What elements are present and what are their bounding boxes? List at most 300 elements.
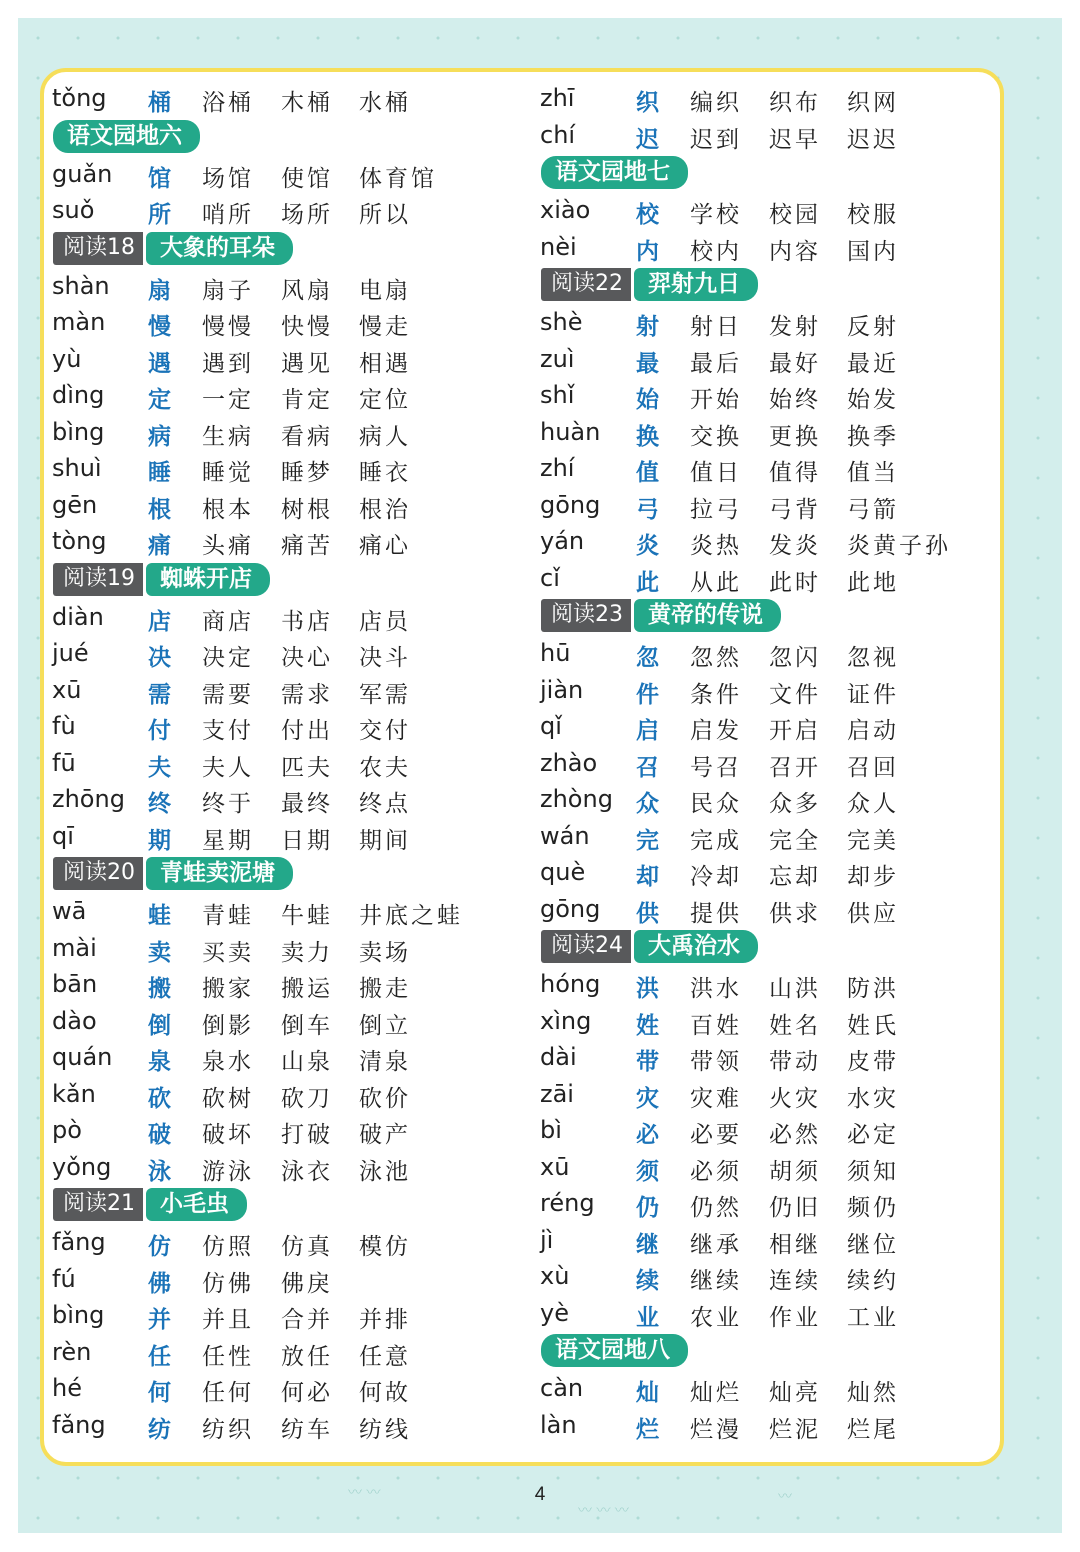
word: 农夫 xyxy=(359,754,411,781)
vocab-row xyxy=(540,1112,1000,1149)
pinyin: jué xyxy=(52,639,89,667)
word: 忘却 xyxy=(769,864,821,890)
pinyin: zhī xyxy=(540,84,575,112)
word: 值得 xyxy=(769,460,821,486)
word: 烂漫 xyxy=(690,1416,742,1443)
section-header xyxy=(52,1185,512,1224)
character: 织 xyxy=(636,90,659,116)
word: 使馆 xyxy=(281,165,333,192)
reading-number-tag: 阅读19 xyxy=(53,563,143,596)
word: 皮带 xyxy=(847,1049,899,1075)
pinyin: suǒ xyxy=(52,196,95,224)
character: 破 xyxy=(148,1122,171,1148)
pinyin: hū xyxy=(540,639,571,667)
character: 定 xyxy=(148,387,171,413)
section-header xyxy=(540,927,1000,966)
character: 睡 xyxy=(148,460,171,486)
word: 模仿 xyxy=(359,1234,411,1260)
vocab-row xyxy=(52,745,512,782)
word: 继续 xyxy=(690,1268,742,1294)
word: 生病 xyxy=(202,423,254,450)
character: 此 xyxy=(636,569,659,596)
wave-icon: 〰 xyxy=(778,1489,792,1505)
section-title: 大象的耳朵 xyxy=(146,232,293,265)
word: 仍然 xyxy=(690,1195,742,1221)
word: 搬走 xyxy=(359,976,411,1002)
vocab-row xyxy=(52,1224,512,1261)
word: 仿照 xyxy=(202,1234,254,1260)
character: 付 xyxy=(148,718,171,744)
word: 发炎 xyxy=(769,533,821,559)
pinyin: càn xyxy=(540,1374,584,1402)
word: 买卖 xyxy=(202,939,254,966)
word: 迟迟 xyxy=(847,126,899,153)
vocab-row xyxy=(540,1258,1000,1295)
word: 校内 xyxy=(690,238,742,265)
pinyin: zhí xyxy=(540,454,575,482)
word: 何必 xyxy=(281,1380,333,1406)
pinyin: xìng xyxy=(540,1006,592,1035)
pinyin: pò xyxy=(52,1116,82,1144)
character: 灾 xyxy=(636,1085,659,1112)
vocab-row xyxy=(52,1149,512,1186)
vocab-row xyxy=(540,1076,1000,1113)
vocab-row xyxy=(52,1112,512,1149)
right-column xyxy=(540,80,1000,1443)
character: 忽 xyxy=(636,645,659,671)
word: 炎热 xyxy=(690,533,742,559)
word: 弓箭 xyxy=(847,496,899,523)
word: 换季 xyxy=(847,423,899,450)
character: 始 xyxy=(636,387,659,413)
pinyin: mài xyxy=(52,933,97,962)
word: 商店 xyxy=(202,608,254,635)
vocab-row xyxy=(52,1297,512,1334)
word: 工业 xyxy=(847,1304,899,1331)
word: 决定 xyxy=(202,645,254,671)
pinyin: màn xyxy=(52,308,106,336)
character: 泉 xyxy=(148,1049,171,1075)
vocab-row xyxy=(52,1261,512,1298)
word: 冷却 xyxy=(690,864,742,890)
character: 根 xyxy=(148,496,171,523)
word: 交付 xyxy=(359,718,411,744)
word: 射日 xyxy=(690,314,742,340)
word: 病人 xyxy=(359,423,411,450)
pinyin: gōng xyxy=(540,894,601,923)
section-header xyxy=(540,596,1000,635)
word: 纺织 xyxy=(202,1416,254,1443)
pinyin: shuì xyxy=(52,454,102,482)
word: 供应 xyxy=(847,900,899,927)
pinyin: dào xyxy=(52,1006,97,1035)
word: 痛心 xyxy=(359,533,411,559)
pinyin: xù xyxy=(540,1262,570,1290)
section-header xyxy=(540,153,1000,192)
character: 却 xyxy=(636,864,659,890)
character: 烂 xyxy=(636,1416,659,1443)
vocab-row xyxy=(540,560,1000,597)
character: 泳 xyxy=(148,1158,171,1185)
word: 继承 xyxy=(690,1231,742,1258)
character: 供 xyxy=(636,900,659,927)
character: 所 xyxy=(148,202,171,228)
word: 始发 xyxy=(847,387,899,413)
word: 任意 xyxy=(359,1343,411,1370)
word: 并排 xyxy=(359,1307,411,1333)
vocab-row xyxy=(540,1222,1000,1259)
word: 破坏 xyxy=(202,1122,254,1148)
character: 卖 xyxy=(148,939,171,966)
word: 扇子 xyxy=(202,277,254,304)
vocab-row xyxy=(52,1334,512,1371)
word: 树根 xyxy=(281,496,333,523)
word: 文件 xyxy=(769,681,821,708)
word: 民众 xyxy=(690,791,742,817)
pinyin: bì xyxy=(540,1116,562,1144)
word: 根本 xyxy=(202,496,254,523)
word: 最近 xyxy=(847,350,899,377)
vocab-row xyxy=(52,1407,512,1444)
character: 召 xyxy=(636,754,659,781)
word: 灾难 xyxy=(690,1085,742,1112)
word: 最终 xyxy=(281,791,333,817)
word: 必要 xyxy=(690,1122,742,1148)
character: 换 xyxy=(636,423,659,450)
character: 并 xyxy=(148,1307,171,1333)
word: 交换 xyxy=(690,423,742,450)
word: 打破 xyxy=(281,1122,333,1148)
pinyin: diàn xyxy=(52,602,104,631)
vocab-row xyxy=(540,708,1000,745)
word: 供求 xyxy=(769,900,821,927)
vocab-row xyxy=(52,304,512,341)
word: 倒车 xyxy=(281,1012,333,1039)
word: 必然 xyxy=(769,1122,821,1148)
pinyin: xū xyxy=(52,675,82,704)
word: 场所 xyxy=(281,202,333,228)
pinyin: gōng xyxy=(540,490,601,519)
section-title: 大禹治水 xyxy=(634,930,758,963)
character: 痛 xyxy=(148,533,171,559)
word: 并且 xyxy=(202,1307,254,1333)
word: 织网 xyxy=(847,90,899,116)
word: 农业 xyxy=(690,1304,742,1331)
word: 始终 xyxy=(769,387,821,413)
word: 店员 xyxy=(359,608,411,635)
word: 开始 xyxy=(690,387,742,413)
word: 此时 xyxy=(769,569,821,596)
character: 搬 xyxy=(148,976,171,1002)
word: 付出 xyxy=(281,718,333,744)
word: 条件 xyxy=(690,681,742,708)
pinyin: xū xyxy=(540,1152,570,1181)
character: 佛 xyxy=(148,1270,171,1297)
word: 睡衣 xyxy=(359,460,411,486)
pinyin: fǎng xyxy=(52,1228,106,1256)
word: 召开 xyxy=(769,754,821,781)
word: 忽闪 xyxy=(769,645,821,671)
word: 合并 xyxy=(281,1307,333,1333)
pinyin: jiàn xyxy=(540,675,584,704)
character: 夫 xyxy=(148,754,171,781)
word: 期间 xyxy=(359,827,411,854)
word: 遇到 xyxy=(202,350,254,377)
vocab-row xyxy=(540,450,1000,487)
word: 启动 xyxy=(847,718,899,744)
vocab-row xyxy=(540,377,1000,414)
word: 砍刀 xyxy=(281,1085,333,1112)
wave-icon: 〰 〰 xyxy=(348,1485,381,1501)
vocab-row xyxy=(52,781,512,818)
word: 最后 xyxy=(690,350,742,377)
vocab-row xyxy=(52,708,512,745)
word: 泉水 xyxy=(202,1049,254,1075)
pinyin: zāi xyxy=(540,1079,574,1108)
word: 慢走 xyxy=(359,314,411,340)
word: 学校 xyxy=(690,202,742,228)
section-header xyxy=(540,1331,1000,1370)
word: 电扇 xyxy=(359,277,411,304)
word: 头痛 xyxy=(202,533,254,559)
character: 需 xyxy=(148,681,171,708)
vocab-row xyxy=(540,1370,1000,1407)
reading-number-tag: 阅读18 xyxy=(53,232,143,265)
word: 必定 xyxy=(847,1122,899,1148)
section-title: 蜘蛛开店 xyxy=(146,563,270,596)
vocab-row xyxy=(540,854,1000,891)
word: 号召 xyxy=(690,754,742,781)
pinyin: fù xyxy=(52,712,76,740)
page-number: 4 xyxy=(534,1484,546,1505)
character: 扇 xyxy=(148,277,171,304)
vocab-row xyxy=(52,523,512,560)
word: 烂泥 xyxy=(769,1416,821,1443)
character: 店 xyxy=(148,608,171,635)
word: 编织 xyxy=(690,90,742,116)
word: 国内 xyxy=(847,238,899,265)
word: 日期 xyxy=(281,827,333,854)
word: 任何 xyxy=(202,1380,254,1406)
word: 迟早 xyxy=(769,126,821,153)
word: 带领 xyxy=(690,1049,742,1075)
word: 从此 xyxy=(690,569,742,596)
pinyin: cǐ xyxy=(540,563,560,592)
word: 青蛙 xyxy=(202,903,254,929)
word: 倒立 xyxy=(359,1012,411,1039)
pinyin: wán xyxy=(540,821,590,850)
vocab-row xyxy=(52,1039,512,1076)
reading-number-tag: 阅读22 xyxy=(541,268,631,301)
pinyin: huàn xyxy=(540,417,601,446)
word: 纺线 xyxy=(359,1416,411,1443)
word: 胡须 xyxy=(769,1158,821,1185)
pinyin: guǎn xyxy=(52,159,113,188)
pinyin: fú xyxy=(52,1264,76,1293)
word: 反射 xyxy=(847,314,899,340)
character: 最 xyxy=(636,350,659,377)
pinyin: nèi xyxy=(540,232,577,261)
word: 井底之蛙 xyxy=(359,903,463,929)
character: 续 xyxy=(636,1268,659,1294)
word: 校服 xyxy=(847,202,899,228)
character: 仿 xyxy=(148,1234,171,1260)
pinyin: yè xyxy=(540,1298,569,1327)
pinyin: yǒng xyxy=(52,1152,112,1181)
character: 校 xyxy=(636,202,659,228)
vocab-row xyxy=(52,893,512,930)
pinyin: zhào xyxy=(540,748,598,777)
vocab-row xyxy=(540,487,1000,524)
section-header xyxy=(52,854,512,893)
vocab-row xyxy=(52,377,512,414)
reading-number-tag: 阅读21 xyxy=(53,1188,143,1221)
word: 召回 xyxy=(847,754,899,781)
vocab-row xyxy=(540,1295,1000,1332)
vocab-row xyxy=(52,1076,512,1113)
word: 浴桶 xyxy=(202,90,254,116)
character: 桶 xyxy=(148,90,171,116)
character: 业 xyxy=(636,1304,659,1331)
word: 灿然 xyxy=(847,1380,899,1406)
word: 续约 xyxy=(847,1268,899,1294)
word: 最好 xyxy=(769,350,821,377)
vocab-row xyxy=(540,672,1000,709)
word: 快慢 xyxy=(281,314,333,340)
word: 卖力 xyxy=(281,939,333,966)
word: 拉弓 xyxy=(690,496,742,523)
reading-number-tag: 阅读23 xyxy=(541,599,631,632)
vocab-row xyxy=(540,523,1000,560)
pinyin: hé xyxy=(52,1374,82,1402)
vocab-row xyxy=(52,450,512,487)
character: 洪 xyxy=(636,976,659,1002)
word: 放任 xyxy=(281,1343,333,1370)
word: 佛戾 xyxy=(281,1270,333,1297)
pinyin: shàn xyxy=(52,271,110,300)
word: 仿佛 xyxy=(202,1270,254,1297)
word: 木桶 xyxy=(281,90,333,116)
word: 继位 xyxy=(847,1231,899,1258)
word: 却步 xyxy=(847,864,899,890)
vocab-row xyxy=(540,117,1000,154)
vocab-row xyxy=(52,1370,512,1407)
word: 须知 xyxy=(847,1158,899,1185)
word: 泳池 xyxy=(359,1158,411,1185)
vocab-row xyxy=(540,891,1000,928)
pinyin: shè xyxy=(540,308,583,336)
character: 任 xyxy=(148,1343,171,1370)
character: 何 xyxy=(148,1380,171,1406)
character: 完 xyxy=(636,827,659,854)
word: 决斗 xyxy=(359,645,411,671)
pinyin: xiào xyxy=(540,196,591,224)
word: 需要 xyxy=(202,681,254,708)
pinyin: bìng xyxy=(52,417,105,446)
word: 何故 xyxy=(359,1380,411,1406)
word: 肯定 xyxy=(281,387,333,413)
word: 作业 xyxy=(769,1304,821,1331)
left-column xyxy=(52,80,512,1443)
word: 开启 xyxy=(769,718,821,744)
character: 迟 xyxy=(636,126,659,153)
vocab-row xyxy=(540,229,1000,266)
word: 火灾 xyxy=(769,1085,821,1112)
word: 此地 xyxy=(847,569,899,596)
vocab-row xyxy=(52,1003,512,1040)
word: 一定 xyxy=(202,387,254,413)
vocab-row xyxy=(52,268,512,305)
character: 启 xyxy=(636,718,659,744)
pinyin: fǎng xyxy=(52,1410,106,1439)
pinyin: kǎn xyxy=(52,1079,96,1108)
character: 带 xyxy=(636,1049,659,1075)
section-title: 羿射九日 xyxy=(634,268,758,301)
word: 遇见 xyxy=(281,350,333,377)
word: 灿亮 xyxy=(769,1380,821,1406)
word: 百姓 xyxy=(690,1012,742,1039)
vocab-row xyxy=(540,80,1000,117)
word: 支付 xyxy=(202,718,254,744)
pinyin: tòng xyxy=(52,527,107,555)
word: 完美 xyxy=(847,827,899,854)
word: 提供 xyxy=(690,900,742,927)
character: 内 xyxy=(636,238,659,265)
word: 值当 xyxy=(847,460,899,486)
word: 星期 xyxy=(202,827,254,854)
reading-number-tag: 阅读20 xyxy=(53,857,143,890)
character: 弓 xyxy=(636,496,659,523)
word: 洪水 xyxy=(690,976,742,1002)
pinyin: dìng xyxy=(52,381,105,409)
word: 哨所 xyxy=(202,202,254,228)
word: 启发 xyxy=(690,718,742,744)
section-title: 语文园地七 xyxy=(541,156,688,189)
word: 终点 xyxy=(359,791,411,817)
word: 书店 xyxy=(281,608,333,635)
word: 场馆 xyxy=(202,165,254,192)
word: 需求 xyxy=(281,681,333,708)
word: 校园 xyxy=(769,202,821,228)
vocab-row xyxy=(540,818,1000,855)
character: 仍 xyxy=(636,1195,659,1221)
character: 病 xyxy=(148,423,171,450)
vocab-row xyxy=(540,1185,1000,1222)
vocab-row xyxy=(52,599,512,636)
word: 夫人 xyxy=(202,754,254,781)
pinyin: wā xyxy=(52,897,87,925)
vocab-row xyxy=(540,966,1000,1003)
character: 射 xyxy=(636,314,659,340)
word: 内容 xyxy=(769,238,821,265)
word: 所以 xyxy=(359,202,411,228)
pinyin: qǐ xyxy=(540,712,562,740)
word: 任性 xyxy=(202,1343,254,1370)
section-title: 语文园地六 xyxy=(53,120,200,153)
vocab-row xyxy=(540,341,1000,378)
vocab-row xyxy=(540,1039,1000,1076)
pinyin: tǒng xyxy=(52,84,107,112)
character: 姓 xyxy=(636,1012,659,1039)
vocab-row xyxy=(540,1407,1000,1444)
word: 痛苦 xyxy=(281,533,333,559)
word: 炎黄子孙 xyxy=(847,533,951,559)
word: 众多 xyxy=(769,791,821,817)
word: 搬家 xyxy=(202,976,254,1002)
character: 砍 xyxy=(148,1085,171,1112)
word: 完全 xyxy=(769,827,821,854)
pinyin: hóng xyxy=(540,970,601,998)
